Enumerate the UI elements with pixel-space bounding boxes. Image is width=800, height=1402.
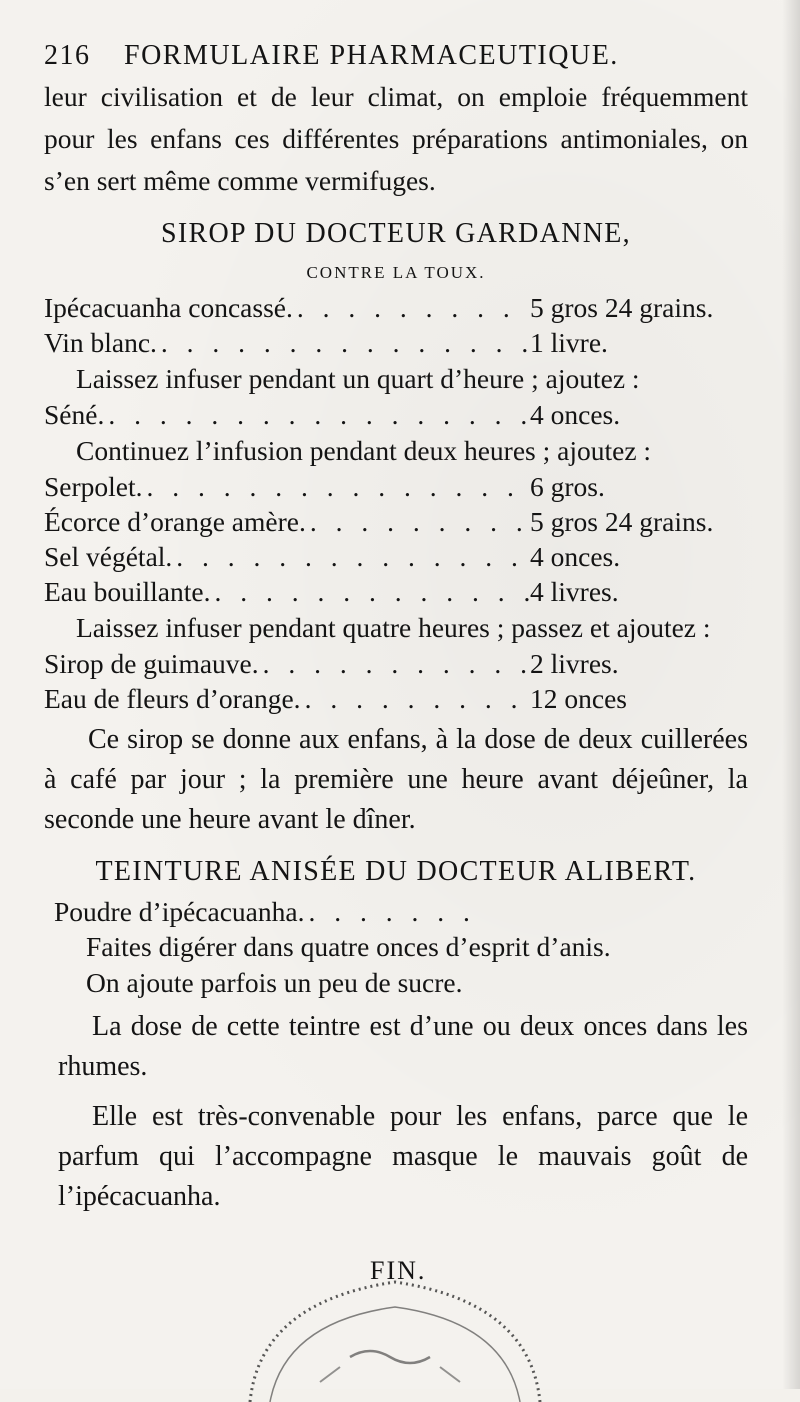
ingredient-row: Ipécacuanha concassé. . . . 5 gros 24 grains. — [44, 290, 748, 325]
paragraph: La dose de cette teintre est d’une ou deux onces dans les rhumes. — [58, 1011, 748, 1082]
ingredient-row: Séné. . . . 4 onces. — [44, 397, 748, 432]
ingredient-list-1 — [44, 290, 748, 360]
running-title: FORMULAIRE PHARMACEUTIQUE. — [124, 40, 619, 71]
ingredient-row: Vin blanc. . . . 1 livre. — [44, 325, 748, 360]
end-mark: FIN. — [370, 1256, 427, 1285]
page-edge-shadow — [782, 0, 800, 1389]
ingredient-list-4 — [44, 646, 748, 716]
dosage-note: Ce sirop se donne aux enfans, à la dose de deux cuillerées à café par jour ; la première une heure avant déjeûner, la seconde une heure avant le dîner. — [44, 724, 748, 835]
ingredient-row: Serpolet. . . . 6 gros. — [44, 469, 748, 504]
instruction: Laissez infuser pendant un quart d’heure ; ajoutez : — [76, 363, 640, 394]
page-number: 216 — [44, 40, 91, 71]
ingredient-list-3 — [44, 469, 748, 609]
instruction: Continuez l’infusion pendant deux heures ; ajoutez : — [76, 435, 652, 466]
ingredient-row: Poudre d’ipécacuanha. . . . — [44, 894, 748, 929]
section1-subtitle: CONTRE LA TOUX. — [306, 263, 486, 282]
intro-paragraph: leur civilisation et de leur climat, on emploie fréquemment pour les enfans ces différentes préparations antimoniales, on s’en sert même comme vermifuges. — [44, 81, 748, 196]
paragraph: Elle est très-convenable pour les enfans, parce que le parfum qui l’accompagne masque le mauvais goût de l’ipécacuanha. — [58, 1101, 748, 1212]
section1-title: SIROP DU DOCTEUR GARDANNE, — [161, 218, 631, 249]
instruction: On ajoute parfois un peu de sucre. — [86, 967, 463, 998]
ingredient-row: Sel végétal. . . . 4 onces. — [44, 539, 748, 574]
instruction: Laissez infuser pendant quatre heures ; passez et ajoutez : — [76, 612, 711, 643]
ingredient-row: Eau bouillante. . . . 4 livres. — [44, 574, 748, 609]
section2-title: TEINTURE ANISÉE DU DOCTEUR ALIBERT. — [95, 856, 697, 887]
instruction: Faites digérer dans quatre onces d’esprit d’anis. — [86, 931, 611, 962]
ingredient-row: Sirop de guimauve. . . . 2 livres. — [44, 646, 748, 681]
ingredient-row: Eau de fleurs d’orange. . . . 12 onces — [44, 681, 748, 716]
ingredient-row: Écorce d’orange amère. . . . 5 gros 24 grains. — [44, 504, 748, 539]
page-header — [44, 40, 748, 72]
